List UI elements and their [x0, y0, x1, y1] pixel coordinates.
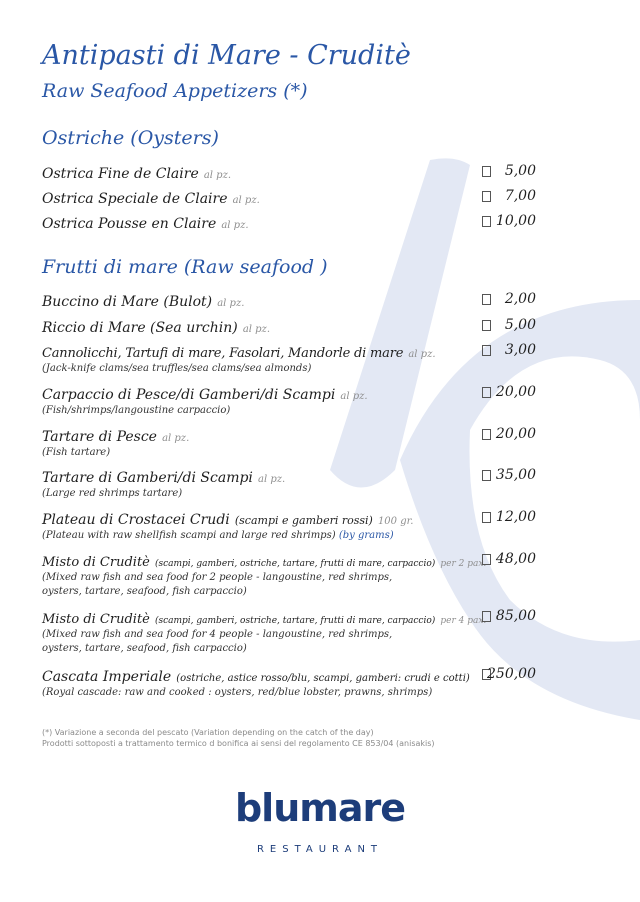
item-unit: al pz. — [221, 220, 249, 231]
item-price: 3,00 — [504, 342, 536, 358]
select-checkbox[interactable] — [482, 429, 491, 440]
menu-item — [42, 342, 536, 376]
select-checkbox[interactable] — [482, 166, 491, 177]
item-name: Tartare di Pesce — [42, 429, 157, 445]
select-checkbox[interactable] — [482, 320, 491, 331]
select-checkbox[interactable] — [482, 191, 491, 202]
item-name: Riccio di Mare (Sea urchin) — [42, 320, 238, 336]
item-unit: per 4 pax. — [440, 616, 487, 626]
item-price: 48,00 — [495, 551, 536, 567]
item-unit: al pz. — [408, 349, 436, 360]
item-description-extra: (by grams) — [338, 530, 394, 541]
menu-item — [42, 213, 536, 231]
page-title: Antipasti di Mare - Cruditè — [42, 40, 411, 71]
item-description: (Mixed raw fish and sea food for 4 people - langoustine, red shrimps, oysters, tartare, seafood, fish carpaccio) — [42, 629, 393, 654]
menu-item — [42, 291, 536, 309]
item-name: Carpaccio di Pesce/di Gamberi/di Scampi — [42, 387, 336, 403]
item-price: 2,00 — [504, 291, 536, 307]
item-description-text: (Plateau with raw shellfish scampi and large red shrimps) — [42, 530, 336, 541]
select-checkbox[interactable] — [482, 345, 491, 356]
menu-item — [42, 163, 536, 181]
item-ingredients: (ostriche, astice rosso/blu, scampi, gamberi: crudi e cotti) — [176, 673, 470, 684]
select-checkbox[interactable] — [482, 512, 491, 523]
item-name: Tartare di Gamberi/di Scampi — [42, 470, 253, 486]
item-unit: al pz. — [242, 324, 270, 335]
item-description: (Large red shrimps tartare) — [42, 488, 183, 499]
item-name: Misto di Cruditè — [42, 612, 150, 627]
select-checkbox[interactable] — [482, 387, 491, 398]
item-name: Ostrica Speciale de Claire — [42, 191, 228, 207]
page-subtitle: Raw Seafood Appetizers (*) — [42, 80, 308, 102]
section-title-raw-seafood: Frutti di mare (Raw seafood ) — [42, 256, 328, 278]
menu-item — [42, 426, 536, 460]
menu-item — [42, 608, 536, 656]
menu-item — [42, 666, 536, 700]
item-price: 20,00 — [495, 426, 536, 442]
item-price: 12,00 — [495, 509, 536, 525]
select-checkbox[interactable] — [482, 611, 491, 622]
item-description — [42, 529, 427, 543]
item-description: (Royal cascade: raw and cooked : oysters, red/blue lobster, prawns, shrimps) — [42, 687, 433, 698]
menu-item — [42, 509, 536, 543]
section-title-oysters: Ostriche (Oysters) — [42, 127, 219, 149]
item-description: (Fish/shrimps/langoustine carpaccio) — [42, 405, 231, 416]
item-unit: 100 gr. — [377, 516, 414, 527]
item-name: Plateau di Crostacei Crudi — [42, 512, 230, 528]
item-price: 250,00 — [487, 666, 536, 682]
item-ingredients: (scampi, gamberi, ostriche, tartare, frutti di mare, carpaccio) — [154, 559, 436, 569]
select-checkbox[interactable] — [482, 216, 491, 227]
item-name: Ostrica Fine de Claire — [42, 166, 199, 182]
logo-wordmark: blumare — [234, 786, 406, 830]
item-ingredients: (scampi, gamberi, ostriche, tartare, frutti di mare, carpaccio) — [154, 616, 436, 626]
item-price: 20,00 — [495, 384, 536, 400]
item-description: (Fish tartare) — [42, 447, 111, 458]
item-ingredients: (scampi e gamberi rossi) — [234, 514, 373, 527]
item-unit: al pz. — [258, 474, 286, 485]
footnote-catch: (*) Variazione a seconda del pescato (Variation depending on the catch of the day) — [42, 728, 374, 737]
item-unit: al pz. — [232, 195, 260, 206]
menu-item — [42, 188, 536, 206]
footnote-anisakis: Prodotti sottoposti a trattamento termico d bonifica ai sensi del regolamento CE 853/04 (anisakis) — [42, 739, 435, 748]
menu-item — [42, 384, 536, 418]
item-unit: al pz. — [217, 298, 245, 309]
logo-subtitle: RESTAURANT — [256, 844, 384, 855]
restaurant-logo — [218, 786, 422, 864]
item-name: Cannolicchi, Tartufi di mare, Fasolari, Mandorle di mare — [42, 346, 404, 361]
select-checkbox[interactable] — [482, 470, 491, 481]
menu-item — [42, 467, 536, 501]
item-price: 10,00 — [495, 213, 536, 229]
item-name: Cascata Imperiale — [42, 669, 172, 685]
item-name: Ostrica Pousse en Claire — [42, 216, 217, 232]
select-checkbox[interactable] — [482, 294, 491, 305]
item-price: 5,00 — [504, 163, 536, 179]
item-unit: per 2 pax. — [440, 559, 487, 569]
item-name: Buccino di Mare (Bulot) — [42, 294, 213, 310]
item-unit: al pz. — [203, 170, 232, 181]
menu-item — [42, 551, 536, 599]
menu-item — [42, 317, 536, 335]
item-price: 35,00 — [495, 467, 536, 483]
item-unit: al pz. — [162, 433, 190, 444]
item-price: 5,00 — [504, 317, 536, 333]
item-description: (Jack-knife clams/sea truffles/sea clams/sea almonds) — [42, 363, 312, 374]
item-price: 7,00 — [504, 188, 536, 204]
select-checkbox[interactable] — [482, 554, 491, 565]
item-price: 85,00 — [495, 608, 536, 624]
item-unit: al pz. — [340, 391, 368, 402]
item-name: Misto di Cruditè — [42, 555, 150, 570]
item-description: (Mixed raw fish and sea food for 2 people - langoustine, red shrimps, oysters, tartare, seafood, fish carpaccio) — [42, 572, 393, 597]
